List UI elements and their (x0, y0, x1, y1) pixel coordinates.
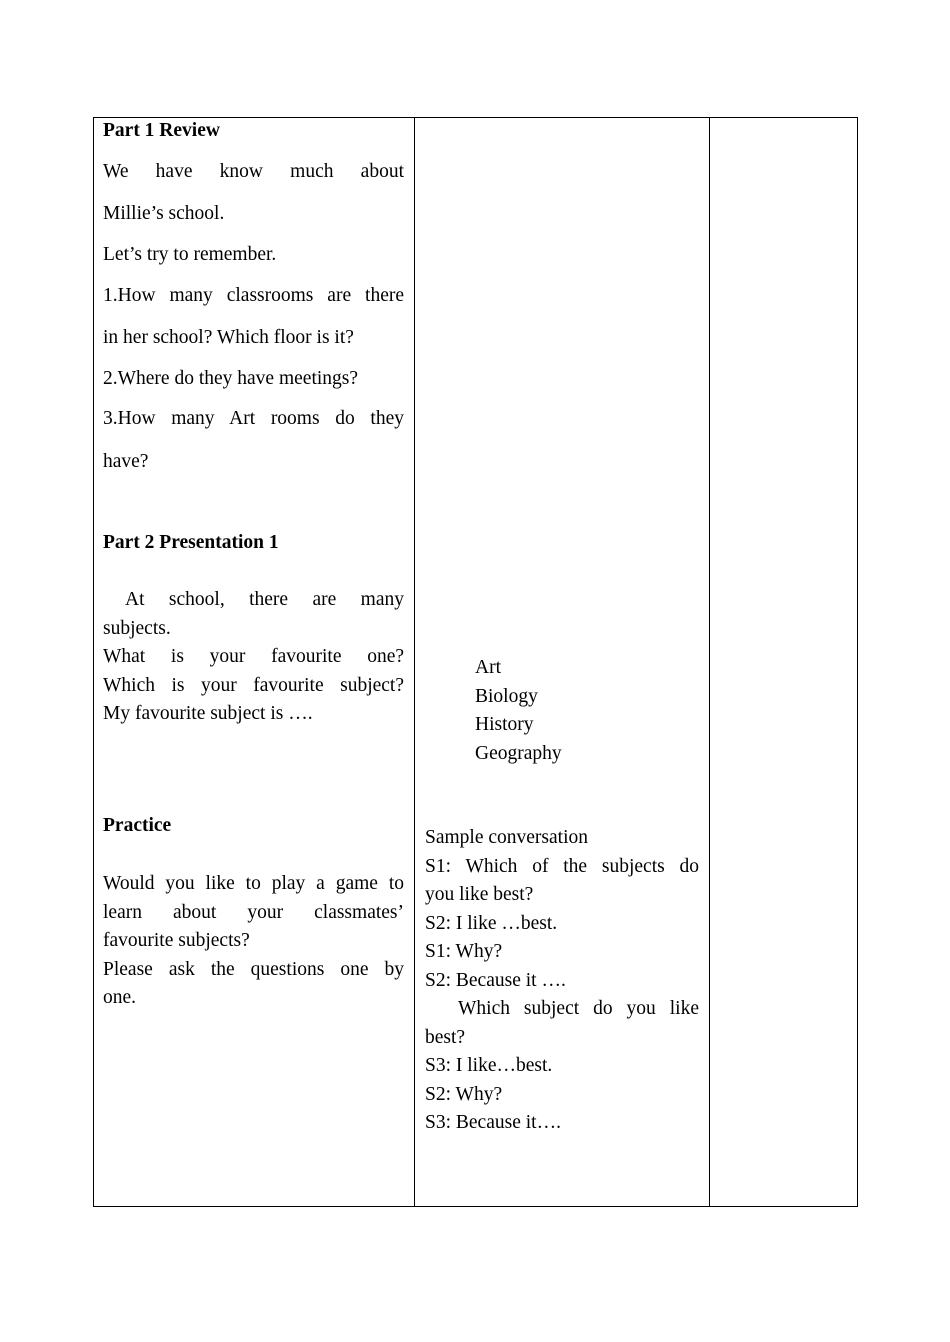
conversation-line: best? (425, 1026, 466, 1048)
notes-column (710, 118, 858, 1207)
conversation-line: S3: I like…best. (425, 1055, 553, 1076)
sample-conversation (425, 824, 699, 1138)
practice-line: one. (103, 987, 137, 1008)
part2-line: My favourite subject is …. (103, 703, 313, 724)
conversation-line: S1: Why? (425, 941, 503, 962)
part2-line: At school, there are many (125, 589, 404, 610)
conversation-line: S2: Because it …. (425, 969, 566, 991)
subject-item: Art (475, 657, 501, 678)
question-3: 3.How many Art rooms do they (103, 408, 404, 429)
part2-heading: Part 2 Presentation 1 (103, 532, 279, 553)
practice-line: learn about your classmates’ (103, 901, 404, 923)
part1-line: Let’s try to remember. (103, 244, 277, 265)
subject-item: Biology (475, 685, 538, 707)
part2-text (103, 586, 404, 729)
part1-heading: Part 1 Review (103, 120, 220, 141)
part1-line: Millie’s school. (103, 203, 225, 224)
conversation-line: S2: Why? (425, 1083, 503, 1105)
subject-item: History (475, 714, 534, 735)
question-1: 1.How many classrooms are there (103, 285, 404, 306)
part2-line: What is your favourite one? (103, 646, 404, 667)
conversation-line: Which subject do you like (458, 998, 699, 1019)
conversation-line: you like best? (425, 884, 534, 905)
part1-line: We have know much about (103, 161, 404, 182)
subjects-list (475, 654, 675, 768)
question-1-cont: in her school? Which floor is it? (103, 327, 354, 348)
conversation-line: S2: I like …best. (425, 912, 558, 934)
conversation-line: S3: Because it…. (425, 1112, 561, 1133)
practice-text (103, 870, 404, 1013)
conversation-title: Sample conversation (425, 827, 588, 848)
practice-line: Please ask the questions one by (103, 958, 404, 980)
practice-line: favourite subjects? (103, 930, 250, 951)
part2-line: Which is your favourite subject? (103, 674, 404, 696)
practice-line: Would you like to play a game to (103, 873, 404, 894)
question-2: 2.Where do they have meetings? (103, 368, 359, 389)
part2-line: subjects. (103, 617, 171, 639)
practice-heading: Practice (103, 815, 172, 836)
question-3-cont: have? (103, 451, 149, 472)
subject-item: Geography (475, 742, 562, 764)
conversation-line: S1: Which of the subjects do (425, 855, 699, 877)
